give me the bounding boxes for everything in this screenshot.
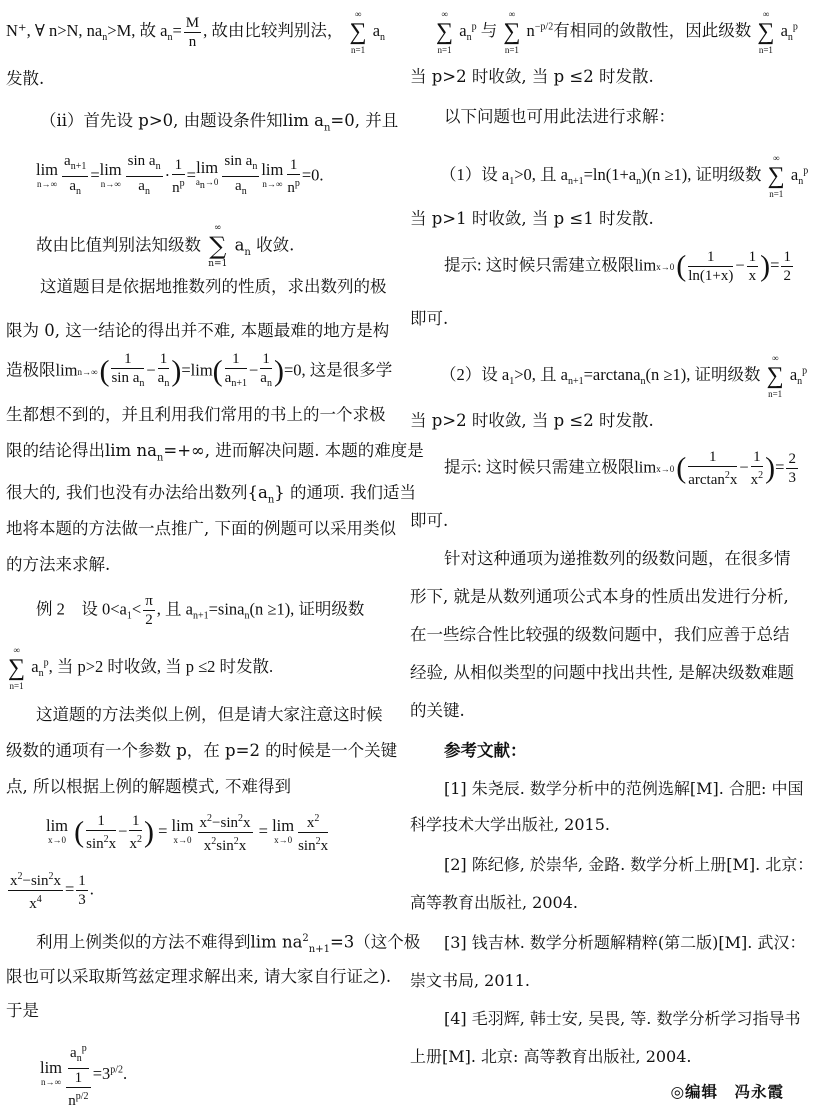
text-line: 地将本题的方法做一点推广, 下面的例题可以采用类似 (6, 519, 396, 538)
text: , 当 p>2 时收敛, 当 p ≤2 时发散. (48, 656, 274, 676)
text-line: 即可. (410, 511, 449, 530)
text-line: 发散. (6, 69, 45, 88)
text: 收敛. (256, 235, 295, 255)
reference-item: [4] 毛羽辉, 韩士安, 吴畏, 等. 数学分析学习指导书 (444, 1009, 801, 1028)
text-line: 的关键. (410, 701, 465, 720)
text-line: 故由比值判别法知级数 ∞ ∑ n=1 $a_n$ 收敛. (36, 223, 295, 269)
text: 利用上例类似的方法不难得到lim na (36, 932, 303, 952)
text-line: 以下问题也可用此法进行求解： (444, 107, 675, 126)
text: =0, 并且 (330, 111, 399, 130)
text: (n ≥1), 证明级数 (645, 364, 761, 384)
formula: lim n→∞ $\frac{a_{n+1}}{a_n}$ =lim n→∞ $\frac{\sin a_n}{a_n}$ · $\frac{1}{n^p}$ =lim $a_n\to 0$ $\frac{\sin a_n}{a_n}$ lim n→∞ $\frac{1}{n^p}$ =0. (36, 153, 324, 197)
text-line: 很大的, 我们也没有办法给出数列$\{a_n\}$ 的通项. 我们适当 (6, 483, 417, 506)
text-line: 造极限lim n→∞ ( $\frac{1}{\sin a_n}$ − $\frac{1}{a_n}$ )=lim( $\frac{1}{a_{n+1}}$ − $\frac{1}{a_n}$ )=0, 这是很多学 (6, 351, 393, 389)
text: （2）设 a (440, 364, 510, 384)
text: （1）设 a (440, 164, 510, 184)
text: =sina (208, 599, 245, 619)
text: >M, 故 a (107, 20, 168, 40)
text-line: （ii）首先设 p>0, 由题设条件知$\lim a_n=0$, 并且 (40, 111, 399, 134)
text-line: 限也可以采取斯笃兹定理求解出来, 请大家自行证之). (6, 967, 392, 986)
text: =ln(1+a (583, 164, 637, 184)
text: >0, 且 a (514, 364, 568, 384)
text-line: 在一些综合性比较强的级数问题中，我们应善于总结 (410, 625, 790, 644)
text-line: 这道题的方法类似上例，但是请大家注意这时候 (36, 705, 383, 724)
text: 限的结论得出lim na (6, 441, 157, 460)
text: , 且 a (156, 599, 193, 619)
text: =0, 这是很多学 (283, 360, 393, 380)
text-line: ∞ ∑ n=1 $a_n^p$, 当 p>2 时收敛, 当 p ≤2 时发散. (8, 645, 274, 691)
text-line: 当 p>1 时收敛, 当 p ≤1 时发散. (410, 209, 654, 228)
text: =+∞, 进而解决问题. 本题的难度是 (163, 441, 424, 460)
text-line: 提示: 这时候只需建立极限lim x→0 ( $\frac{1}{\arctan^2x}$ − $\frac{1}{x^2}$ )= $\frac{2}{3}$ (444, 449, 796, 488)
reference-item: 科学技术大学出版社, 2015. (410, 815, 610, 834)
formula: $\frac{x^2-\sin^2x}{x^4}$ = $\frac{1}{3}$ . (6, 868, 94, 913)
reference-item: 崇文书局, 2011. (410, 971, 530, 990)
text-line: 生都想不到的，并且利用我们常用的书上的一个求极 (6, 405, 386, 424)
text-line: 级数的通项有一个参数 p，在 p=2 的时候是一个关键 (6, 741, 398, 760)
text-line: 当 p>2 时收敛, 当 p ≤2 时发散. (410, 411, 654, 430)
text: } 的通项. 我们适当 (274, 483, 417, 502)
reference-item: [3] 钱吉林. 数学分析题解精粹(第二版)[M]. 武汉： (444, 933, 806, 952)
text: , 故由比较判别法， (203, 20, 344, 40)
formula: lim n→∞ $\frac{\frac{a_n^p}{1}}{n^{p/2}}$ $=3^{p/2}$. (40, 1040, 127, 1110)
text: N⁺, ∀ n>N, na (6, 20, 103, 40)
text: 造极限lim (6, 360, 78, 380)
text: >0, 且 a (514, 164, 568, 184)
text: 提示: 这时候只需建立极限lim (444, 457, 657, 477)
text-line: 针对这种通项为递推数列的级数问题，在很多情 (444, 549, 791, 568)
text-line: N⁺, ∀ n>N, $na_n>M$, 故 $a_n=$ $\frac{M}{n}$ , 故由比较判别法， ∞ ∑ n=1 $a_n$ (6, 9, 386, 55)
text-line: 即可. (410, 309, 449, 328)
text-line: 点, 所以根据上例的解题模式, 不难得到 (6, 777, 291, 796)
text: =3（这个极 (329, 932, 421, 952)
text-line: 的方法来求解. (6, 555, 111, 574)
text-line: 提示: 这时候只需建立极限lim x→0 ( $\frac{1}{\ln(1+x)}$ − $\frac{1}{x}$ )= $\frac{1}{2}$ (444, 249, 791, 284)
text-line: 当 p>2 时收敛, 当 p ≤2 时发散. (410, 67, 654, 86)
text: )(n ≥1), 证明级数 (641, 164, 762, 184)
reference-item: [2] 陈纪修, 於崇华, 金路. 数学分析上册[M]. 北京： (444, 855, 813, 874)
text-line: 限为 0, 这一结论的得出并不难, 本题最难的地方是构 (6, 321, 390, 340)
text: (n ≥1), 证明级数 (249, 599, 365, 619)
text-line: 经验, 从相似类型的问题中找出共性, 是解决级数难题 (410, 663, 794, 682)
sum-symbol: ∞ ∑ n=1 (349, 9, 367, 55)
text-line: 限的结论得出$\lim na_n=+\infty$, 进而解决问题. 本题的难度是 (6, 441, 424, 464)
formula: lim x→0 ( $\frac{1}{\sin^2x}$ − $\frac{1}{x^2}$ ) = lim x→0 $\frac{x^2-\sin^2x}{x^2\sin^2x}$ = lim x→0 $\frac{x^2}{\sin^2x}$ (46, 810, 330, 855)
text-line: 例 2 设 $0<a_1<$ $\frac{\pi}{2}$ , 且 $a_{n+1}=\sin a_n(n \ge 1)$, 证明级数 (36, 593, 365, 628)
text-line: （1）设 $a_1>0$, 且 $a_{n+1}=\ln(1+a_n)(n \ge 1)$, 证明级数 ∞ ∑ n=1 $a_n^p$ (440, 153, 809, 199)
reference-item: [1] 朱尧辰. 数学分析中的范例选解[M]. 合肥: 中国 (444, 779, 804, 798)
editor-credit: ◎编辑 冯永霞 (670, 1082, 784, 1101)
text: 有相同的敛散性，因此级数 (553, 20, 752, 40)
text-line: 这道题目是依据地推数列的性质，求出数列的极 (40, 277, 387, 296)
text: =arctana (583, 364, 641, 384)
text: 很大的, 我们也没有办法给出数列{a (6, 483, 268, 502)
text: （ii）首先设 p>0, 由题设条件知lim a (40, 111, 324, 130)
text-line: ∞ ∑ n=1 $a_n^p$ 与 ∞ ∑ n=1 $n^{-p/2}$有相同的敛散性，因此级数 ∞ ∑ n=1 $a_n^p$ (436, 9, 798, 55)
references-heading: 参考文献： (444, 741, 527, 760)
text-line: 利用上例类似的方法不难得到$\lim na^2_{n+1}=3$（这个极 (36, 932, 421, 955)
text-line: 形下, 就是从数列通项公式本身的性质出发进行分析, (410, 587, 789, 606)
fraction: $\frac{M}{n}$ (185, 14, 200, 50)
text: 故由比值判别法知级数 (36, 235, 201, 255)
text-line: （2）设 $a_1>0$, 且 $a_{n+1}=\arctan a_n(n \ge 1)$, 证明级数 ∞ ∑ n=1 $a_n^p$ (440, 353, 808, 399)
reference-item: 上册[M]. 北京: 高等教育出版社, 2004. (410, 1047, 692, 1066)
reference-item: 高等教育出版社, 2004. (410, 893, 578, 912)
text: 例 2 设 0<a (36, 599, 127, 619)
text: 与 (480, 20, 498, 40)
text: 提示: 这时候只需建立极限lim (444, 255, 657, 275)
text: < (131, 599, 142, 619)
text-line: 于是 (6, 1001, 39, 1020)
